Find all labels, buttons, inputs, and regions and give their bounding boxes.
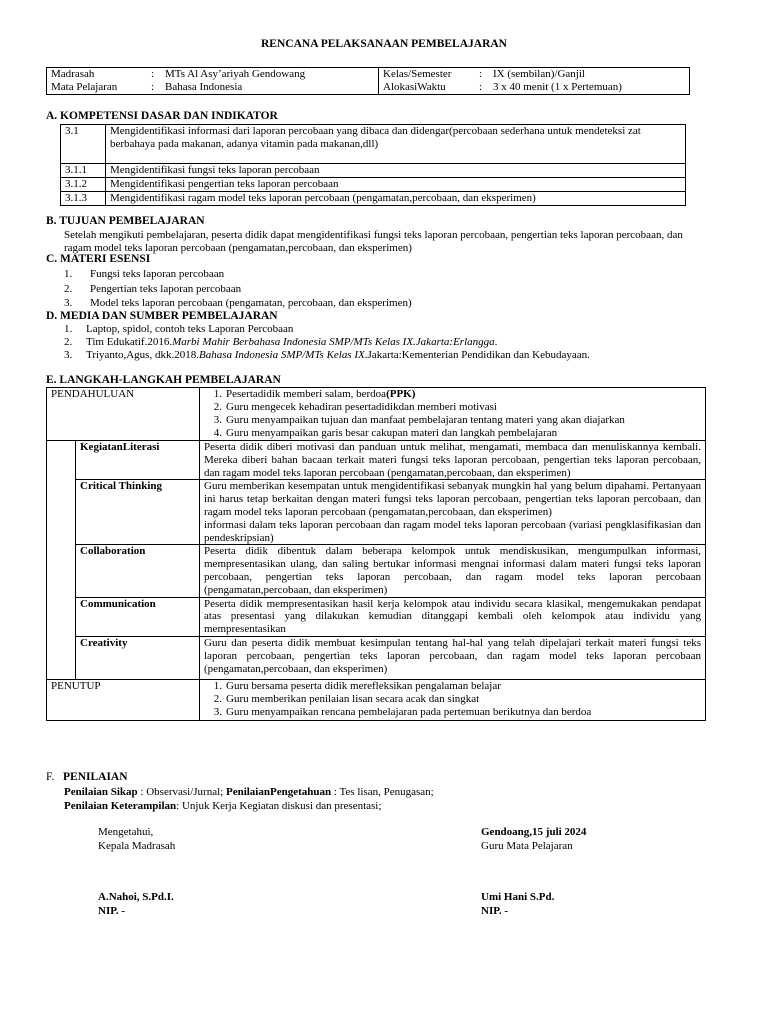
media-list [64,323,590,361]
penutup-row [47,679,706,720]
section-b-heading: B. TUJUAN PEMBELAJARAN [46,215,205,227]
mapel-value: Bahasa Indonesia [161,81,379,95]
creat-row [47,636,706,679]
sig-right-nip: NIP. - [481,905,509,917]
kd-text: Mengidentifikasi ragam model teks laporan percobaan (pengamatan,percobaan, dan eksperimen) [106,192,686,206]
section-c-heading: C. MATERI ESENSI [46,253,151,265]
identity-table [46,67,690,95]
colon: : [151,81,155,93]
kd-text: Mengidentifikasi fungsi teks laporan percobaan [106,164,686,178]
alokasi-label: AlokasiWaktu [383,81,446,93]
madrasah-label: Madrasah [51,68,95,80]
penilaian-block [64,785,434,813]
tujuan-text: Setelah mengikuti pembelajaran, peserta didik dapat mengidentifikasi fungsi teks laporan percobaan, pengertian teks laporan percobaan, dan ragam model teks laporan percobaan (pengamatan,percobaan, dan eksperimen) [64,229,683,254]
madrasah-value: MTs Al Asy’ariyah Gendowang [161,68,379,82]
signature-right-name [481,890,554,918]
list-item: 2. Guru mengecek kehadiran pesertadidikdan memberi motivasi [213,401,497,413]
list-item: 4. Guru menyampaikan garis besar cakupan materi dan langkah pembelajaran [213,427,558,439]
sig-left-line2: Kepala Madrasah [98,840,176,852]
kelas-label: Kelas/Semester [383,68,452,80]
kd-row [61,164,686,178]
kd-number: 3.1.3 [61,192,106,206]
literasi-row [47,441,706,480]
sig-left-line1: Mengetahui, [98,826,154,838]
list-item: 2. Guru memberikan penilaian lisan secara acak dan singkat [213,692,480,705]
list-item: 3. Guru menyampaikan rencana pembelajaran pada pertemuan berikutnya dan berdoa [213,705,592,718]
critical-text-2: informasi dalam teks laporan percobaan dan ragam model teks laporan percobaan (variasi pengklasifikasian dan pendeskripsian) [204,518,701,544]
steps-table [46,387,706,721]
list-item: 3. Model teks laporan percobaan (pengamatan, percobaan, dan eksperimen) [64,297,412,309]
list-item: 1. Laptop, spidol, contoh teks Laporan Percobaan [64,323,294,335]
colon: : [479,81,483,93]
comm-row [47,597,706,636]
kd-row [61,178,686,192]
penutup-label: PENUTUP [47,679,200,720]
colon: : [151,68,155,80]
critical-label: Critical Thinking [76,480,200,545]
sig-right-name: Umi Hani S.Pd. [481,891,555,903]
list-item: 1. Guru bersama peserta didik merefleksikan pengalaman belajar [213,679,501,692]
collab-row [47,545,706,597]
section-d-heading: D. MEDIA DAN SUMBER PEMBELAJARAN [46,310,278,322]
kd-number: 3.1.2 [61,178,106,192]
critical-text: Guru memberikan kesempatan untuk mengidentifikasi sebanyak mungkin hal yang belum dipahami. Pertanyaan ini harus tetap berkaitan dengan materi fungsi teks laporan percobaan, pengertian teks laporan percobaan, dan ragam model teks laporan percobaan (pengamatan,percobaan, dan eksperimen) [204,480,701,518]
section-a-heading: A. KOMPETENSI DASAR DAN INDIKATOR [46,110,278,122]
kd-row [61,192,686,206]
literasi-label: KegiatanLiterasi [76,441,200,480]
signature-left-name [98,890,174,918]
collab-label: Collaboration [76,545,200,597]
list-item: 2. Tim Edukatif.2016.Marbi Mahir Berbahasa Indonesia SMP/MTs Kelas IX.Jakarta:Erlangga. [64,335,498,348]
signature-left [98,825,175,853]
colon: : [479,68,483,80]
comm-text: Peserta didik mempresentasikan hasil kerja kelompok atau individu secara klasikal, mengemukakan pendapat atas presentasi yang dilakukan kemudian ditanggapi kembali oleh kelompok atau individu yang mempresentasikan [200,597,706,636]
pendahuluan-label: PENDAHULUAN [47,388,200,441]
literasi-text: Peserta didik diberi motivasi dan panduan untuk melihat, mengamati, membaca dan menuliskannya kembali. Mereka diberi bahan bacaan terkait materi fungsi teks laporan percobaan, pengertian teks laporan percobaan, dan ragam model teks laporan percobaan (pengamatan,percobaan, dan eksperimen) [200,441,706,480]
comm-label: Communication [76,597,200,636]
materi-list [64,267,412,311]
kd-text: Mengidentifikasi informasi dari laporan percobaan yang dibaca dan didengar(percobaan sederhana untuk mendeteksi zat berbahaya pada makanan, adanya vitamin pada makanan,dll) [106,125,686,164]
sig-right-date: Gendoang,15 juli 2024 [481,826,587,838]
kelas-value: IX (sembilan)/Ganjil [493,68,585,80]
mapel-label: Mata Pelajaran [51,81,118,93]
list-item: 1. Pesertadidik memberi salam, berdoa(PPK) [213,388,416,400]
alokasi-value: 3 x 40 menit (1 x Pertemuan) [493,81,622,93]
section-e-heading: E. LANGKAH-LANGKAH PEMBELAJARAN [46,374,281,386]
kd-text: Mengidentifikasi pengertian teks laporan percobaan [106,178,686,192]
list-item: 3. Guru menyampaikan tujuan dan manfaat pembelajaran tentang materi yang akan diajarkan [213,414,625,426]
section-f-heading: F. PENILAIAN [46,771,128,783]
document-title: RENCANA PELAKSANAAN PEMBELAJARAN [261,38,507,50]
signature-right [481,825,586,853]
list-item: 2. Pengertian teks laporan percobaan [64,282,242,295]
sig-right-role: Guru Mata Pelajaran [481,840,573,852]
critical-row [47,480,706,545]
sig-left-name: A.Nahoi, S.Pd.I. [98,891,174,903]
kd-number: 3.1.1 [61,164,106,178]
penilaian-line: Penilaian Sikap : Observasi/Jurnal; PenilaianPengetahuan : Tes lisan, Penugasan; [64,786,434,798]
pendahuluan-row [47,388,706,441]
sig-left-nip: NIP. - [98,905,126,917]
inti-spacer [47,441,76,680]
collab-text: Peserta didik dibentuk dalam beberapa kelompok untuk mendiskusikan, mengumpulkan informasi, mempresentasikan ulang, dan saling bertukar informasi mengnai informasi dalam materi fungsi teks laporan percobaan, pengertian teks laporan percobaan, dan ragam model teks laporan percobaan (pengamatan,percobaan, dan eksperimen) [200,545,706,597]
kd-row [61,125,686,164]
creat-text: Guru dan peserta didik membuat kesimpulan tentang hal-hal yang telah dipelajari terkait materi fungsi teks laporan percobaan, pengertian teks laporan percobaan, dan ragam model teks laporan percobaan (pengamatan,percobaan, dan eksperimen) [200,636,706,679]
kd-number: 3.1 [61,125,106,164]
list-item: 1. Fungsi teks laporan percobaan [64,268,225,280]
penilaian-line: Penilaian Keterampilan: Unjuk Kerja Kegiatan diskusi dan presentasi; [64,800,382,812]
creat-label: Creativity [76,636,200,679]
list-item: 3. Triyanto,Agus, dkk.2018.Bahasa Indonesia SMP/MTs Kelas IX.Jakarta:Kementerian Pendidikan dan Kebudayaan. [64,348,590,361]
kd-table [60,124,686,206]
